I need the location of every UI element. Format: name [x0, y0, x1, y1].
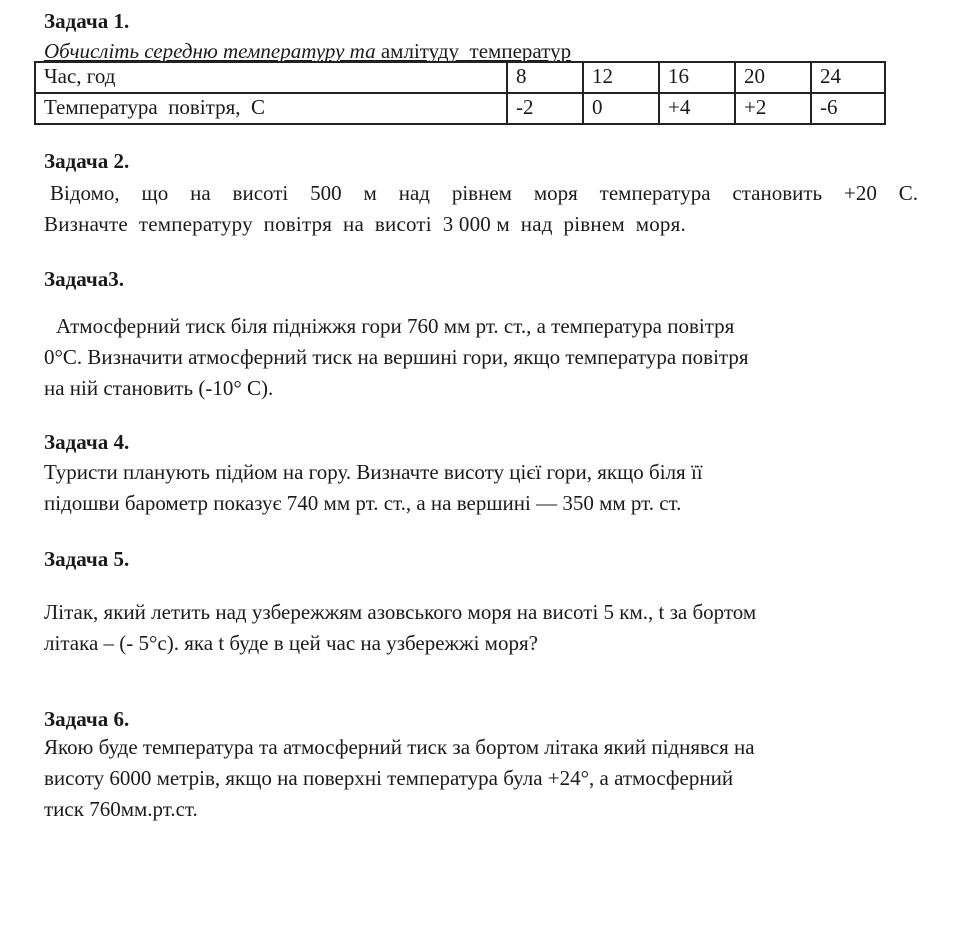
table-cell-label: Температура повітря, С — [35, 93, 507, 124]
task-4-line: Туристи планують підйом на гору. Визначте висоту цієї гори, якщо біля її — [44, 460, 703, 484]
task-3 — [44, 266, 924, 404]
task-5 — [44, 546, 934, 659]
table-cell: +4 — [659, 93, 735, 124]
task-5-heading: Задача 5. — [44, 547, 130, 571]
task-3-line: на ній становить (-10° С). — [44, 376, 274, 400]
task-1-intro-italic: Обчисліть середню температуру та — [44, 39, 376, 63]
table-cell: 16 — [659, 62, 735, 93]
task-4-heading: Задача 4. — [44, 430, 130, 454]
task-2 — [44, 148, 918, 240]
task-3-heading: Задача3. — [44, 267, 124, 291]
task-1 — [44, 8, 571, 64]
task-2-line: Визначте температуру повітря на висоті 3 000 м над рівнем моря. — [44, 212, 686, 236]
table-cell: 8 — [507, 62, 583, 93]
task-4-line: підошви барометр показує 740 мм рт. ст., а на вершині — 350 мм рт. ст. — [44, 491, 682, 515]
table-cell: 12 — [583, 62, 659, 93]
table-cell: -2 — [507, 93, 583, 124]
task-6-line: тиск 760мм.рт.ст. — [44, 797, 198, 821]
task-2-line: Відомо, що на висоті 500 м над рівнем моря температура становить +20 С. — [50, 181, 918, 205]
table-cell: 20 — [735, 62, 811, 93]
task-6-line: висоту 6000 метрів, якщо на поверхні температура була +24°, а атмосферний — [44, 766, 734, 790]
table-row — [35, 93, 885, 124]
table-cell: +2 — [735, 93, 811, 124]
task-5-line: Літак, який летить над узбережжям азовського моря на висоті 5 км., t за бортом — [44, 600, 757, 624]
task-6-line: Якою буде температура та атмосферний тиск за бортом літака який піднявся на — [44, 735, 755, 759]
table-cell-label: Час, год — [35, 62, 507, 93]
task-3-line: Атмосферний тиск біля підніжжя гори 760 мм рт. ст., а температура повітря — [56, 314, 735, 338]
task-5-line: літака – (- 5°с). яка t буде в цей час на узбережжі моря? — [44, 631, 538, 655]
task-3-line: 0°С. Визначити атмосферний тиск на вершині гори, якщо температура повітря — [44, 345, 749, 369]
task-2-heading: Задача 2. — [44, 149, 130, 173]
temperature-table — [34, 61, 886, 125]
task-1-intro-plain: амлітуду температур — [375, 39, 572, 63]
table-cell: -6 — [811, 93, 885, 124]
table-row — [35, 62, 885, 93]
task-6-heading: Задача 6. — [44, 707, 130, 731]
task-6 — [44, 706, 934, 825]
table-cell: 24 — [811, 62, 885, 93]
table-cell: 0 — [583, 93, 659, 124]
task-1-heading: Задача 1. — [44, 9, 130, 33]
task-4 — [44, 429, 924, 519]
